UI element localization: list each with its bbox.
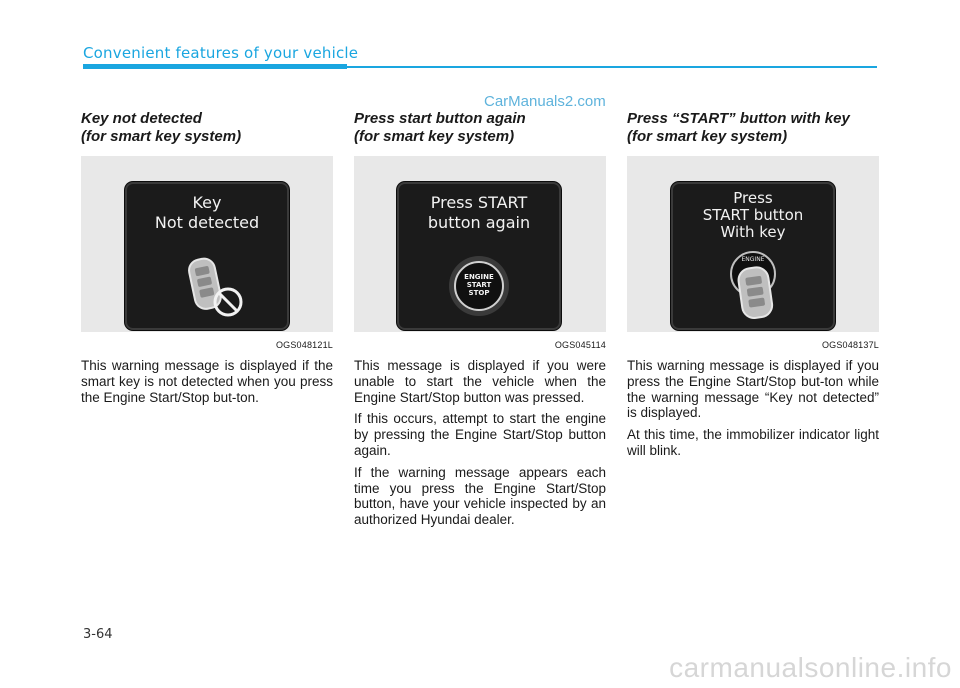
section-body [627, 358, 879, 465]
section-press-start-with-key [627, 110, 879, 458]
section-header-title: Convenient features of your vehicle [83, 44, 359, 62]
section-body [354, 358, 606, 534]
paragraph: If the warning message appears each time you press the Engine Start/Stop button, have your vehicle inspected by an authorized Hyundai dealer. [354, 464, 606, 528]
screen-message: Press START button again [427, 193, 531, 232]
section-body [81, 358, 333, 411]
figure-press-start-again [354, 156, 606, 332]
figure-press-start-with-key [627, 156, 879, 332]
screen-message: Key Not detected [154, 193, 260, 232]
paragraph: This warning message is displayed if the smart key is not detected when you press the Engine Start/Stop but-ton. [81, 358, 333, 405]
page-number: 3-64 [83, 627, 113, 642]
header-rule-thick [83, 64, 347, 69]
screen-message: Press START button With key [702, 189, 804, 241]
section-press-start-again [354, 110, 606, 528]
figure-code: OGS048121L [275, 340, 333, 350]
figure-key-not-detected [81, 156, 333, 332]
figure-code: OGS048137L [821, 340, 879, 350]
cluster-screen [671, 182, 835, 330]
header-rule-thin [347, 66, 877, 68]
figure-code: OGS045114 [554, 340, 606, 350]
paragraph: This message is displayed if you were unable to start the vehicle when the Engine Start/Stop button was pressed. [354, 358, 606, 405]
section-heading: Key not detected (for smart key system) [81, 110, 242, 145]
smart-key-prohibited-icon [127, 184, 287, 328]
start-button-label: ENGINE START STOP [464, 273, 494, 297]
watermark-bottom: carmanualsonline.info [669, 652, 952, 683]
engine-start-button-icon [399, 184, 559, 328]
paragraph: If this occurs, attempt to start the engine by pressing the Engine Start/Stop button again. [354, 411, 606, 458]
paragraph: This warning message is displayed if you press the Engine Start/Stop but-ton while the warning message “Key not detected” is displayed. [627, 358, 879, 421]
cluster-screen [125, 182, 289, 330]
watermark-top: CarManuals2.com [484, 93, 606, 110]
engine-button-label: ENGINE [741, 256, 765, 263]
cluster-screen [397, 182, 561, 330]
section-heading: Press start button again (for smart key system) [354, 110, 526, 145]
section-heading: Press “START” button with key (for smart key system) [627, 110, 850, 145]
paragraph: At this time, the immobilizer indicator light will blink. [627, 427, 879, 458]
section-key-not-detected [81, 110, 333, 405]
